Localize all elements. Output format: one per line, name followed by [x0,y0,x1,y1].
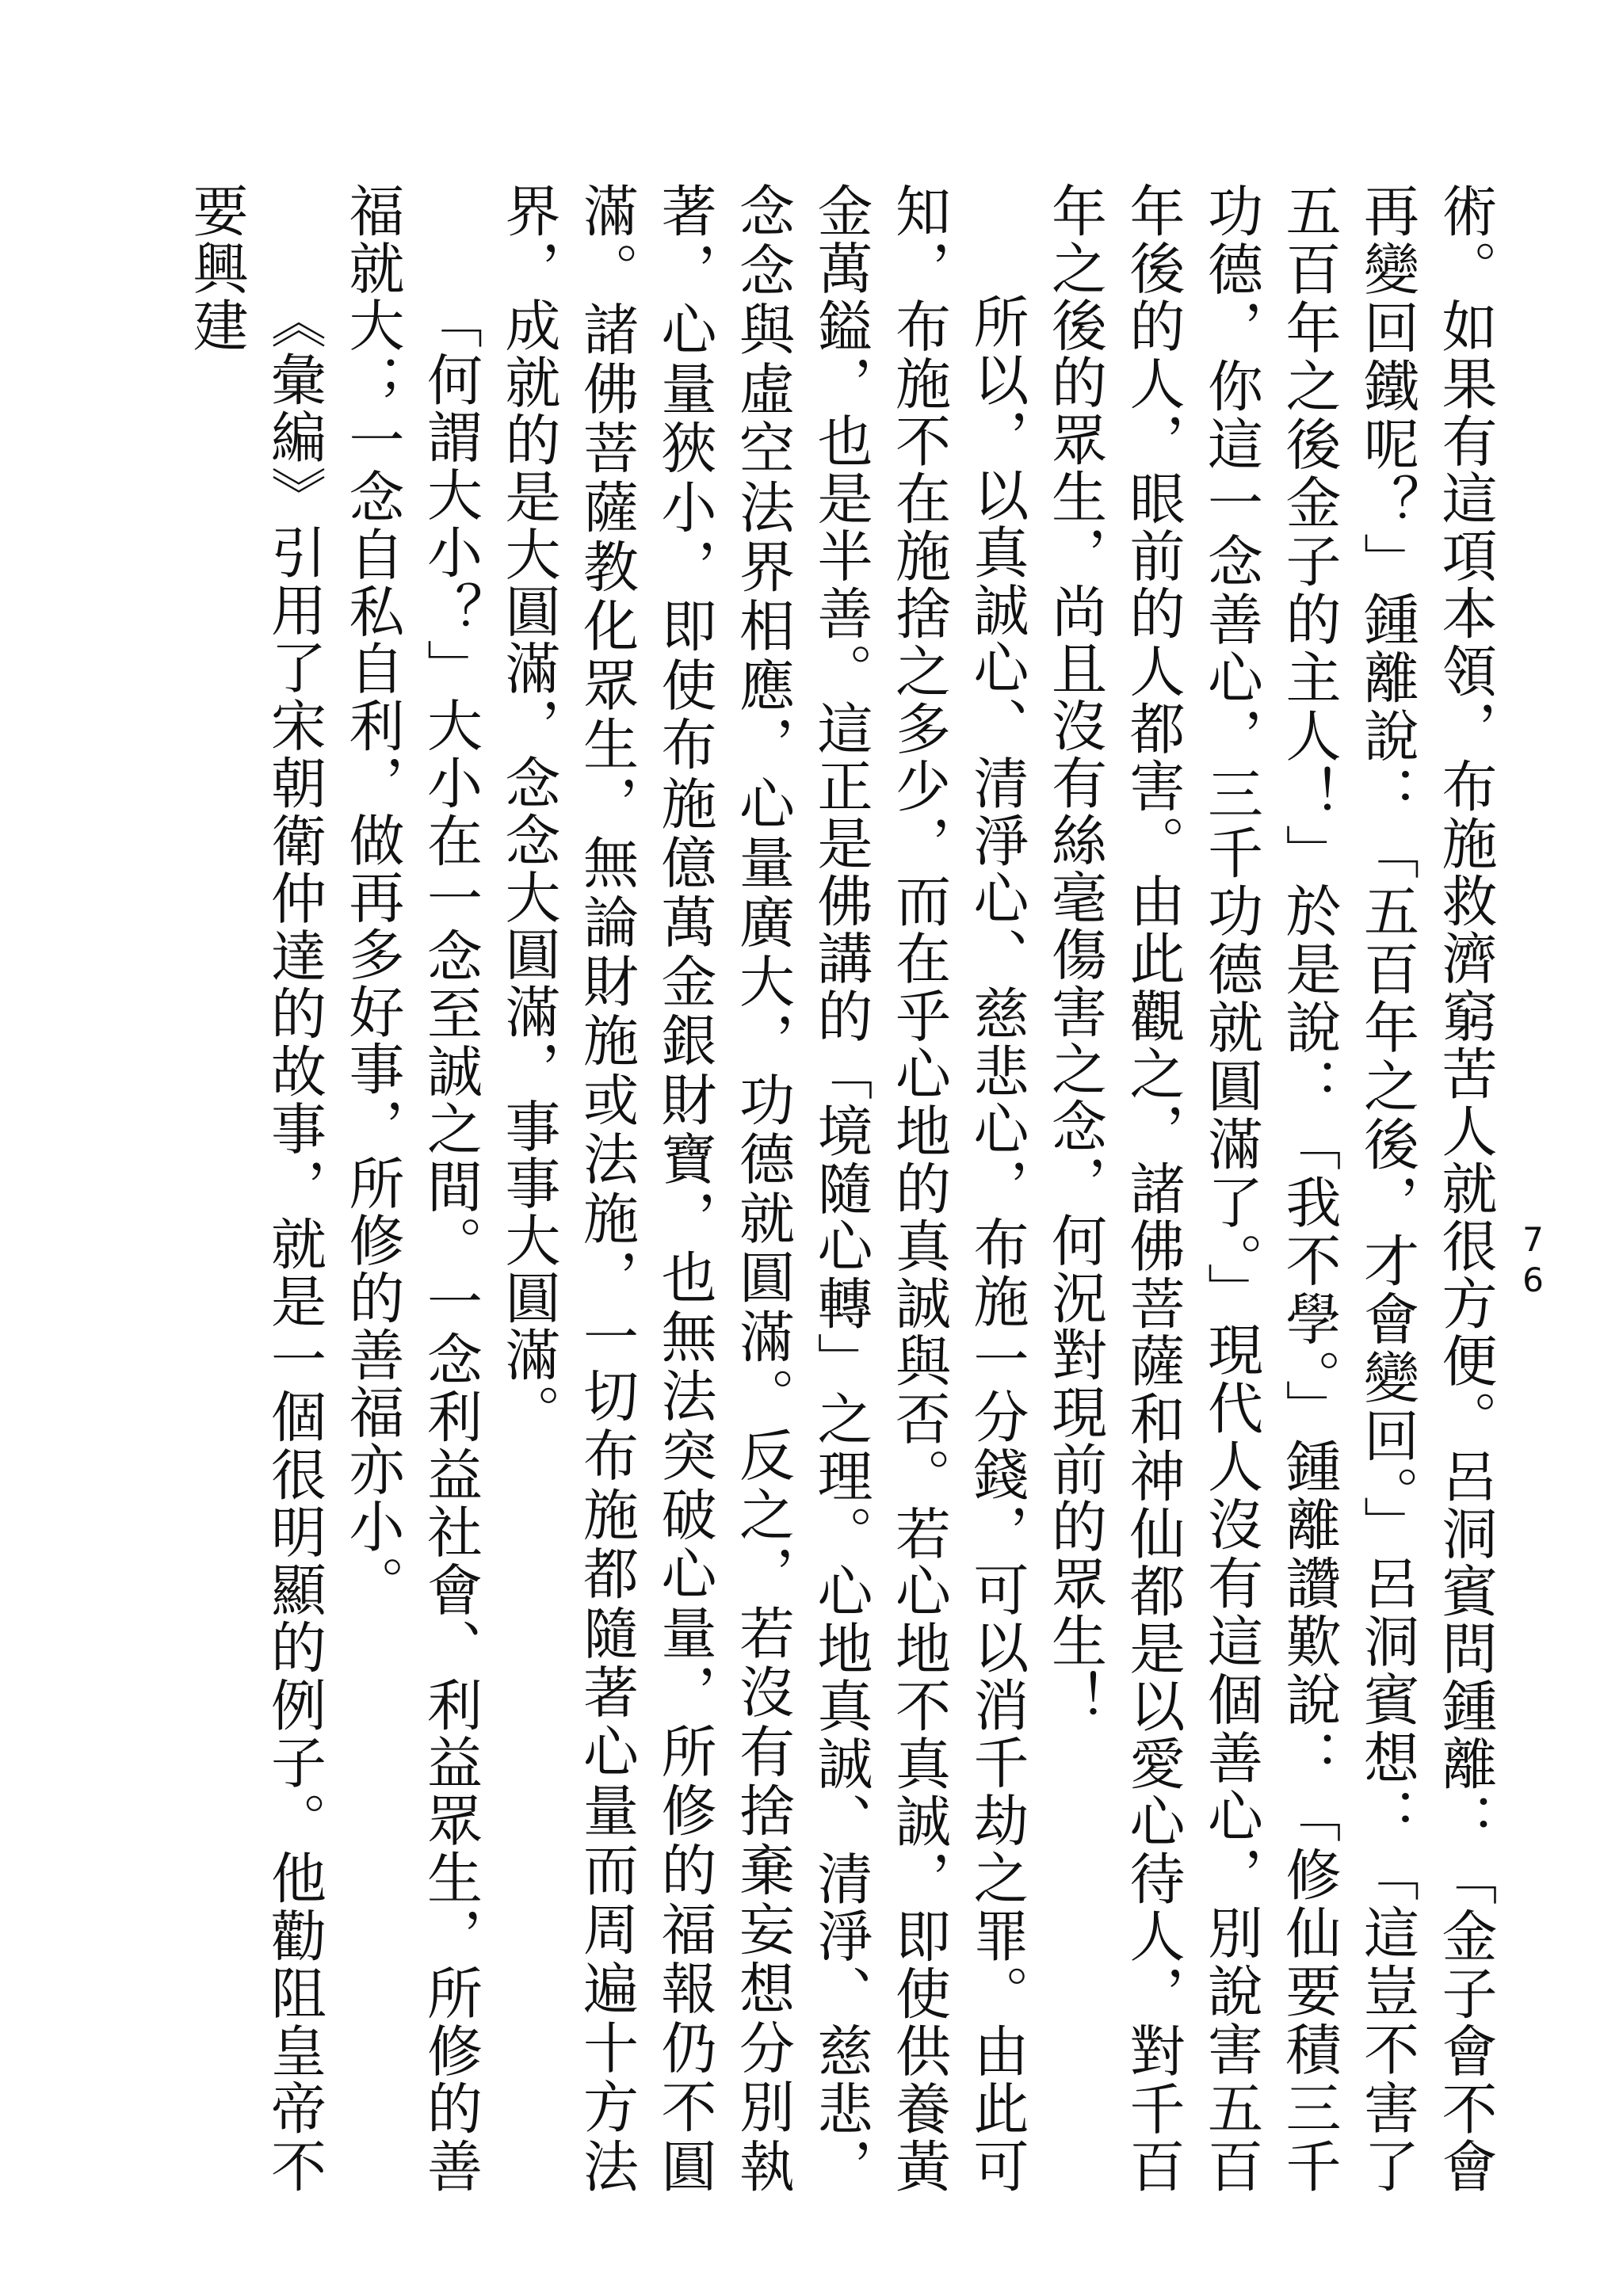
paragraph-1: 術。如果有這項本領，布施救濟窮苦人就很方便。呂洞賓問鍾離：「金子會不會再變回鐵呢？」鍾離說：「五百年之後，才會變回。」呂洞賓想：「這豈不害了五百年之後金子的主人！」於是說：「我不學。」鍾離讚歎說：「修仙要積三千功德，你這一念善心，三千功德就圓滿了。」現代人沒有這個善心，別說害五百年後的人，眼前的人都害。由此觀之，諸佛菩薩和神仙都是以愛心待人，對千百年之後的眾生，尚且沒有絲毫傷害之念，何況對現前的眾生！ [1042,182,1498,2195]
body-text [178,182,1505,2195]
paragraph-4: 《彙編》引用了宋朝衛仲達的故事，就是一個很明顯的例子。他勸阻皇帝不要興建 [184,182,327,2195]
paragraph-2: 所以，以真誠心、清淨心、慈悲心，布施一分錢，可以消千劫之罪。由此可知，布施不在施捨之多少，而在乎心地的真誠與否。若心地不真誠，即使供養黃金萬鎰，也是半善。這正是佛講的「境隨心轉」之理。心地真誠、清淨、慈悲，念念與虛空法界相應，心量廣大，功德就圓滿。反之，若沒有捨棄妄想分別執著，心量狹小，即使布施億萬金銀財寶，也無法突破心量，所修的福報仍不圓滿。諸佛菩薩教化眾生，無論財施或法施，一切布施都隨著心量而周遍十方法界，成就的是大圓滿，念念大圓滿，事事大圓滿。 [496,182,1029,2195]
page-number: 76 [1514,1220,1552,1301]
paragraph-3: 「何謂大小？」大小在一念至誠之間。一念利益社會、利益眾生，所修的善福就大；一念自私自利，做再多好事，所修的善福亦小。 [340,182,483,2195]
